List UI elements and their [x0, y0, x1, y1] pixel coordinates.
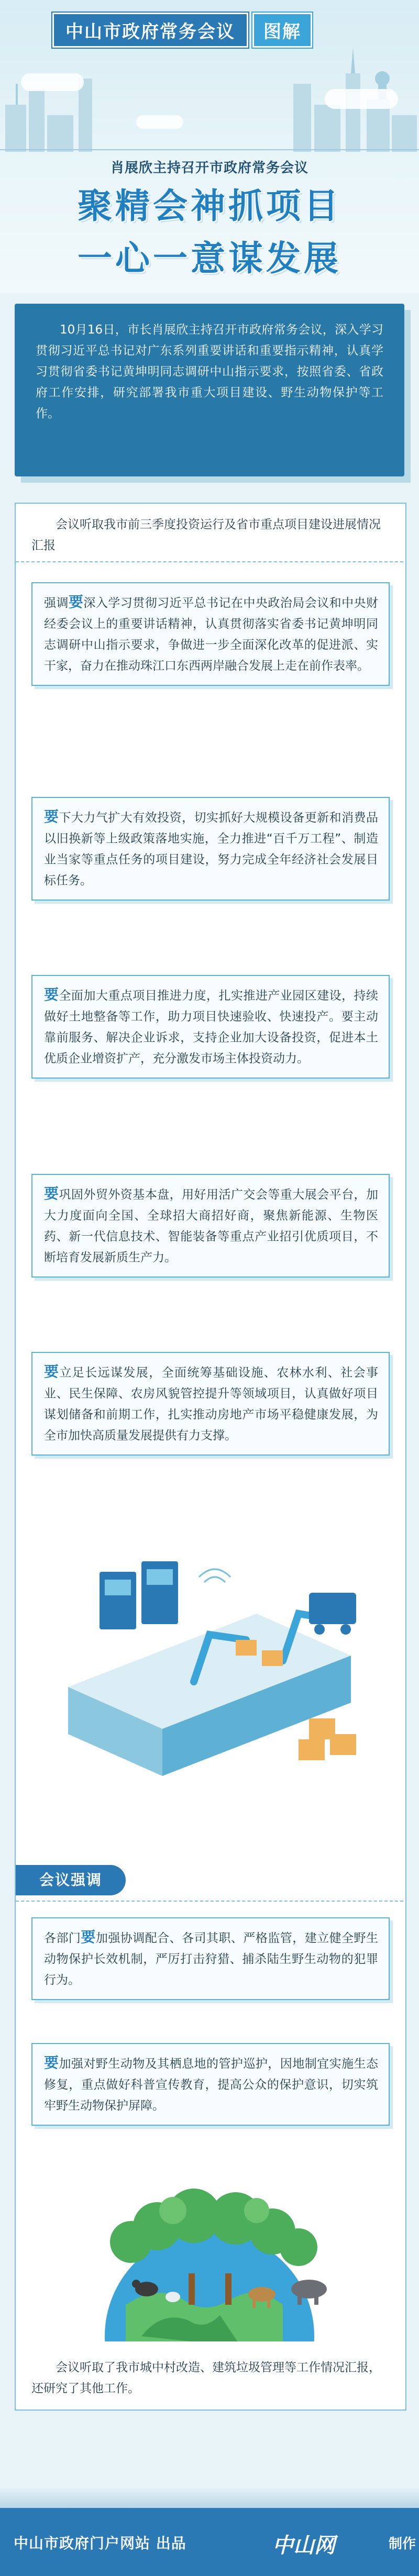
footer [0, 2508, 419, 2576]
point-card [31, 2043, 390, 2126]
card-body: 下大力气扩大有效投资，切实抓好大规模设备更新和消费品以旧换新等上级政策落地实施，全力推进“百千万工程”、制造业当家等重点任务的项目建设，努力完成全年经济社会发展目标任务。 [44, 811, 378, 887]
dashed-divider [16, 1901, 403, 1902]
earth-wildlife-illustration [37, 2169, 382, 2341]
card-keyword: 要 [68, 593, 84, 610]
closing-note: 会议听取了我市城中村改造、建筑垃圾管理等工作情况汇报，还研究了其他工作。 [31, 2361, 381, 2395]
point-card [31, 582, 390, 686]
card-keyword: 要 [81, 1928, 96, 1946]
card-lead: 强调 [44, 596, 69, 610]
cloud-decoration [136, 115, 183, 129]
point-card [31, 1174, 390, 1278]
report-intro: 会议听取我市前三季度投资运行及省市重点项目建设进展情况汇报 [31, 518, 381, 552]
card-body: 深入学习贯彻习近平总书记在中央政治局会议和中央财经委会议上的重要讲话精神，认真贯彻落实省委书记黄坤明同志调研中山指示要求，争做进一步全面深化改革的促进派、实干家，奋力在推动珠江口东西两岸融合发展上走在前作表率。 [44, 596, 378, 673]
point-card [31, 1352, 390, 1456]
site-logo: 中山网 [272, 2533, 335, 2558]
footer-source: 中山市政府门户网站 出品 [14, 2535, 186, 2552]
card-body: 巩固外贸外资基本盘，用好用活广交会等重大展会平台，加大力度面向全国、全球招大商招好商，聚焦新能源、生物医药、新一代信息技术、智能装备等重点产业招引优质项目，不断培育发展新质生产力。 [44, 1188, 378, 1264]
title-tag-main: 中山市政府常务会议 [52, 13, 248, 48]
dashed-divider [16, 561, 403, 562]
title-tag-sub: 图解 [252, 13, 312, 48]
card-keyword: 要 [44, 808, 59, 825]
card-keyword: 要 [44, 1185, 59, 1202]
cloud-decoration [21, 73, 84, 91]
card-lead: 各部门 [44, 1931, 81, 1945]
point-card [31, 1917, 390, 2000]
header [0, 0, 419, 293]
headline-line-1: 聚精会神抓项目 [78, 186, 341, 226]
card-keyword: 要 [44, 986, 59, 1003]
cloud-decoration [325, 89, 398, 109]
meeting-subtitle: 肖展欣主持召开市政府常务会议 [110, 160, 308, 176]
card-body: 加强对野生动物及其栖息地的管护巡护，因地制宜实施生态修复，重点做好科普宣传教育，提高公众的保护意识，切实筑牢野生动物保护屏障。 [44, 2057, 378, 2113]
footer-produce-label: 制作 [389, 2536, 416, 2552]
title-tag [52, 15, 312, 45]
section-tag-emphasis: 会议强调 [16, 1865, 126, 1895]
intro-text: 10月16日，市长肖展欣主持召开市政府常务会议，深入学习贯彻习近平总书记对广东系列重要讲话和重要指示精神，认真学习贯彻省委书记黄坤明同志调研中山指示要求，按照省委、省政府工作安排，研究部署我市重大项目建设、野生动物保护等工作。 [36, 323, 383, 420]
card-keyword: 要 [44, 2054, 59, 2071]
content-panel [15, 503, 406, 2411]
headline-line-2: 一心一意谋发展 [78, 238, 341, 279]
card-body: 加强协调配合、各司其职、严格监管，建立健全野生动物保护长效机制，严厉打击狩猎、捕杀陆生野生动物的犯罪行为。 [44, 1931, 378, 1987]
card-body: 立足长远谋发展，全面统筹基础设施、农林水利、社会事业、民生保障、农房风貌管控提升等领域项目，认真做好项目谋划储备和前期工作，扎实推动房地产市场平稳健康发展，为全市加快高质量发展提供有力支撑。 [44, 1366, 378, 1442]
intro-box [15, 304, 404, 476]
factory-robot-illustration [37, 1530, 382, 1823]
card-keyword: 要 [44, 1363, 60, 1380]
point-card [31, 797, 390, 901]
point-card [31, 975, 390, 1079]
card-body: 全面加大重点项目推进力度，扎实推进产业园区建设，持续做好土地整备等工作，助力项目快速验收、快速投产。要主动靠前服务、解决企业诉求，支持企业加大设备投资，促进本土优质企业增资扩产，充分激发市场主体投资动力。 [44, 989, 378, 1065]
